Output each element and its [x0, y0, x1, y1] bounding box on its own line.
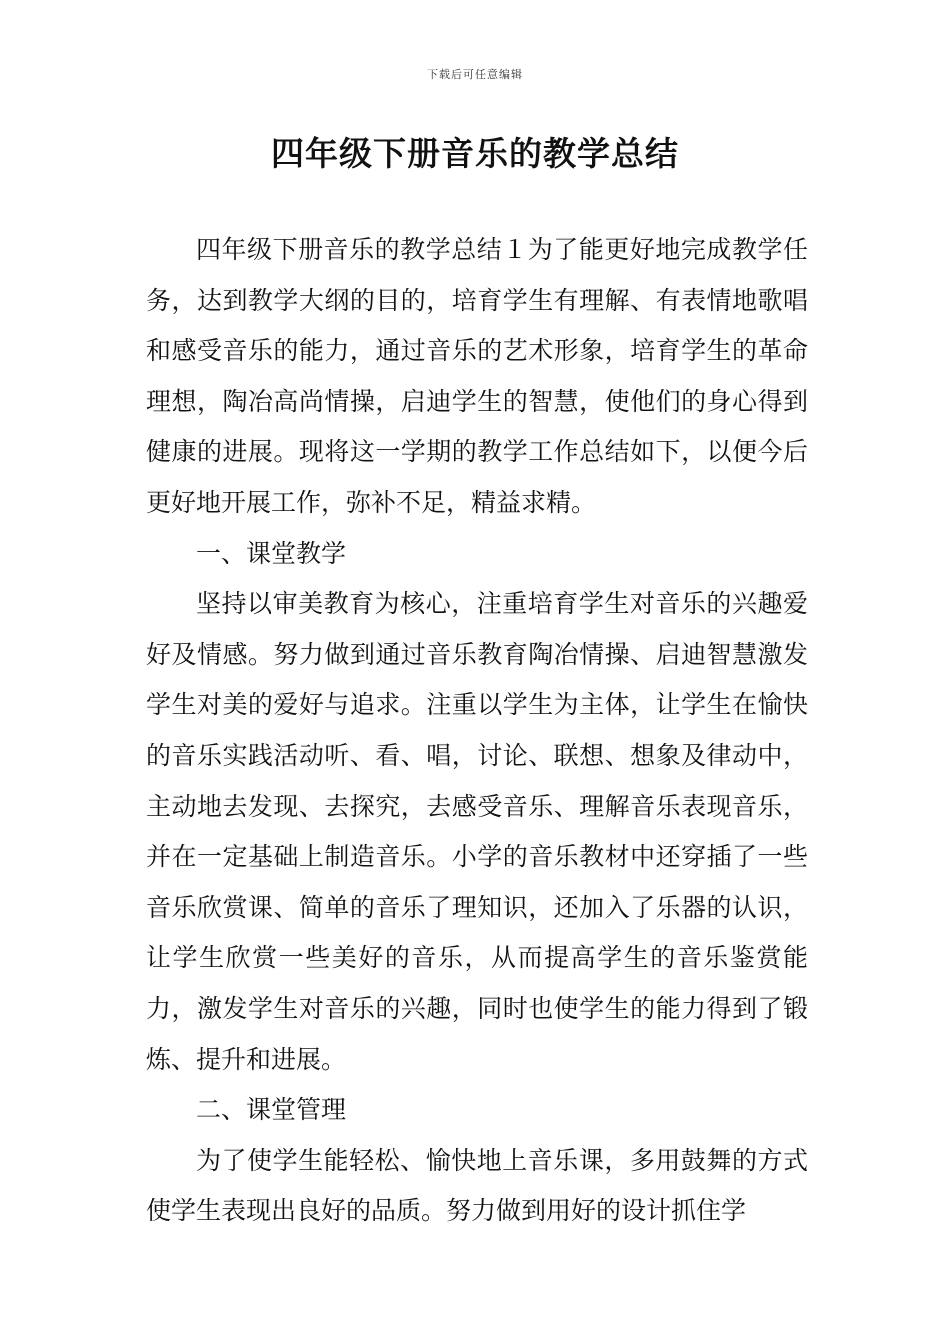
- classroom-teaching-paragraph: 坚持以审美教育为核心，注重培育学生对音乐的兴趣爱好及情感。努力做到通过音乐教育陶冶情操、启迪智慧激发学生对美的爱好与追求。注重以学生为主体，让学生在愉快的音乐实践活动听、看、唱，讨论、联想、想象及律动中，主动地去发现、去探究，去感受音乐、理解音乐表现音乐，并在一定基础上制造音乐。小学的音乐教材中还穿插了一些音乐欣赏课、简单的音乐了理知识，还加入了乐器的认识，让学生欣赏一些美好的音乐，从而提高学生的音乐鉴赏能力，激发学生对音乐的兴趣，同时也使学生的能力得到了锻炼、提升和进展。: [146, 589, 808, 1074]
- intro-paragraph: 四年级下册音乐的教学总结１为了能更好地完成教学任务，达到教学大纲的目的，培育学生有理解、有表情地歌唱和感受音乐的能力，通过音乐的艺术形象，培育学生的革命理想，陶冶高尚情操，启迪学生的智慧，使他们的身心得到健康的进展。现将这一学期的教学工作总结如下，以便今后更好地开展工作，弥补不足，精益求精。: [146, 235, 808, 517]
- section-heading-classroom-teaching: 一、课堂教学: [196, 538, 347, 568]
- section-heading-classroom-management: 二、课堂管理: [196, 1095, 347, 1125]
- document-title: 四年级下册音乐的教学总结: [271, 134, 679, 173]
- classroom-management-paragraph: 为了使学生能轻松、愉快地上音乐课，多用鼓舞的方式使学生表现出良好的品质。努力做到用好的设计抓住学: [146, 1145, 808, 1226]
- document-body: [146, 225, 808, 1237]
- header-note: 下载后可任意编辑: [427, 68, 523, 81]
